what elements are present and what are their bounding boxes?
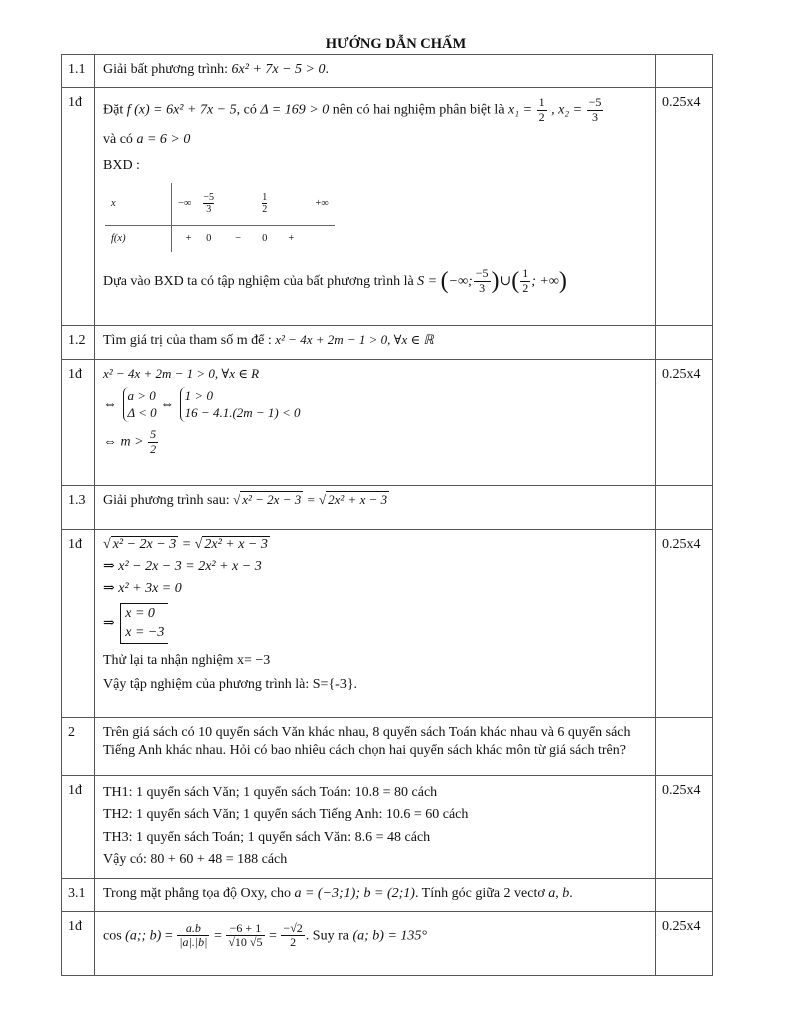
angle-value: = 135° — [387, 928, 427, 944]
vectors-definition: a = (−3;1); b = (2;1) — [294, 885, 415, 901]
sign-zero: 0 — [262, 233, 268, 245]
question-text: Giải phương trình sau: — [103, 493, 230, 508]
case-1: TH1: 1 quyển sách Văn; 1 quyển sách Toán: 10.8 = 80 cách — [103, 785, 438, 800]
question-number: 1.3 — [62, 486, 95, 530]
union-symbol: ∪ — [499, 273, 512, 289]
sqrt-lhs: x² − 2x − 3 — [112, 537, 177, 552]
result-text: ⇔ m > — [103, 434, 144, 450]
sign-zero: 0 — [206, 233, 212, 245]
table-row — [62, 530, 713, 718]
points-label: 0.25x4 — [656, 911, 713, 975]
table-row — [62, 911, 713, 975]
equals-sign: = — [164, 928, 173, 944]
question-text: Tìm giá trị của tham số m để : — [103, 333, 272, 348]
root2-label: , x₂ = — [551, 102, 583, 118]
text-suy-ra: . Suy ra — [305, 928, 349, 944]
table-row: 1.3 Giải phương trình sau: √ x² − 2x − 3 = √ 2x² + x − 3 — [62, 486, 713, 530]
result-fraction: $\frac{5}{2}$ — [150, 426, 157, 456]
text-two-roots: nên có hai nghiệm phân biệt là — [332, 102, 505, 118]
question-sqrt-lhs: x² − 2x − 3 — [242, 492, 302, 507]
bxd-label: BXD : — [103, 157, 140, 173]
solution-cell — [95, 776, 656, 879]
sign-minus: − — [235, 233, 242, 245]
check-text: Thử lại ta nhận nghiệm x= −3 — [103, 652, 271, 668]
table-row — [62, 776, 713, 879]
table-row — [62, 88, 713, 326]
question-number: 3.1 — [62, 878, 95, 911]
interval-right: ; +∞ — [531, 273, 559, 289]
points-label: 0.25x4 — [656, 360, 713, 486]
table-row — [62, 55, 713, 88]
interval-fraction-1: $\frac{-5}{3}$ — [475, 266, 489, 296]
question-number: 2 — [62, 718, 95, 776]
simplified-equation: ⇒ x² + 3x = 0 — [103, 581, 182, 597]
sign-table-neg-inf: −∞ — [172, 183, 198, 226]
sign-table — [105, 183, 335, 252]
vectors-pair: a, b — [548, 885, 570, 901]
punctuation: . — [569, 885, 573, 901]
root1-fraction: $\frac{1}{2}$ — [538, 95, 545, 124]
numeric-fraction: $\frac{-6 + 1}{√10 √5}$ — [228, 920, 263, 950]
grading-table — [61, 54, 713, 976]
points-label: 0.25x4 — [656, 88, 713, 326]
score-label: 1đ — [62, 530, 95, 718]
question-text: Trong mặt phẳng tọa độ Oxy, cho — [103, 885, 291, 901]
score-label: 1đ — [62, 776, 95, 879]
table-row — [62, 878, 713, 911]
case-3: TH3: 1 quyển sách Toán; 1 quyển sách Văn: 8.6 = 48 cách — [103, 829, 431, 845]
table-row — [62, 360, 713, 486]
question-math: 6x² + 7x − 5 > 0 — [231, 62, 326, 77]
solution-cell — [95, 911, 656, 975]
sign-table-pos-inf: +∞ — [309, 183, 334, 226]
question-number: 1.1 — [62, 55, 95, 88]
sign-table-root2: $\frac{1}{2}$ — [256, 183, 273, 226]
sign-plus: + — [185, 233, 192, 245]
score-label: 1đ — [62, 911, 95, 975]
question-text: Giải bất phương trình: — [103, 62, 229, 77]
function-def: f (x) = 6x² + 7x − 5 — [126, 102, 237, 118]
case-2: TH2: 1 quyển sách Văn; 1 quyển sách Tiếng Anh: 10.6 = 60 cách — [103, 807, 469, 823]
total-text: Vậy có: 80 + 60 + 48 = 188 cách — [103, 852, 288, 868]
squared-equation: ⇒ x² − 2x − 3 = 2x² + x − 3 — [103, 559, 262, 575]
question-text: Trên giá sách có 10 quyển sách Văn khác nhau, 8 quyển sách Toán khác nhau và 6 quyển sách Tiếng Anh khác nhau. Hỏi có bao nhiêu cách chọn hai quyển sách khác môn từ giá sách trên? — [95, 718, 656, 776]
equals-sign: = — [269, 928, 277, 944]
root-bracket: x = 0 x = −3 — [120, 603, 168, 644]
points-label: 0.25x4 — [656, 776, 713, 879]
sign-table-x: x — [105, 183, 172, 226]
equals-sign: = — [306, 492, 316, 507]
text-co: , có — [236, 102, 257, 118]
cos-label: cos — [103, 928, 122, 944]
solution-cell: Đặt f (x) = 6x² + 7x − 5, có Δ = 169 > 0 nên có hai nghiệm phân biệt là x₁ = $\frac{1}{2}$ , x₂ = $\frac{-5}{3}$ và có a = 6 > 0 BXD : x −∞ $\frac{-5}{3}$ $\frac{1}{2}$ +∞ f(x) + 0 − 0 + Dựa vào BXD ta có tập nghiệm của bất phương trình là S = (−∞; $\frac{-5}{3}$ )∪( $\frac{1}{2}$ ; +∞) — [95, 88, 656, 326]
angle-argument: (a; b) — [352, 928, 384, 944]
result-fraction: $\frac{-√2}{2}$ — [283, 920, 303, 950]
conclusion-text: Dựa vào BXD ta có tập nghiệm của bất phương trình là — [103, 273, 414, 289]
question-sqrt-rhs: 2x² + x − 3 — [328, 492, 388, 507]
dot-product-fraction: $\frac{a.b}{|a|.|b|}$ — [179, 920, 208, 950]
interval-fraction-2: $\frac{1}{2}$ — [522, 266, 529, 296]
points-label: 0.25x4 — [656, 530, 713, 718]
question-number: 1.2 — [62, 326, 95, 360]
interval-left: −∞; — [448, 273, 473, 289]
equivalence-arrow: ⇔ — [103, 396, 117, 412]
punctuation: . — [325, 62, 329, 77]
condition-system-substituted: 1 > 0 16 − 4.1.(2m − 1) < 0 — [180, 387, 301, 422]
score-label: 1đ — [62, 360, 95, 486]
condition-system: a > 0 Δ < 0 — [123, 387, 157, 422]
table-row — [62, 326, 713, 360]
conclusion-text: Vậy tập nghiệm của phương trình là: S={-3}. — [103, 676, 358, 692]
equals-sign: = — [213, 928, 222, 944]
page-title: HƯỚNG DẪN CHẤM — [325, 36, 467, 52]
implies-arrow: ⇒ — [103, 615, 115, 631]
question-math: x² − 4x + 2m − 1 > 0, ∀x ∈ ℝ — [275, 332, 434, 347]
discriminant: Δ = 169 > 0 — [260, 102, 330, 118]
sign-table-root1: $\frac{-5}{3}$ — [197, 183, 220, 226]
sign-table-f: f(x) — [105, 225, 172, 252]
text-dat: Đặt — [103, 102, 124, 118]
text-va-co: và có — [103, 131, 133, 147]
equals-sign: = — [181, 537, 192, 552]
root1-label: x₁ = — [508, 102, 533, 118]
inequality-line: x² − 4x + 2m − 1 > 0, ∀x ∈ R — [103, 366, 260, 381]
equivalence-arrow: ⇔ — [160, 396, 175, 412]
score-label: 1đ — [62, 88, 95, 326]
root2-fraction: $\frac{-5}{3}$ — [588, 95, 602, 124]
table-row — [62, 718, 713, 776]
sign-plus: + — [288, 233, 295, 245]
leading-coefficient: a = 6 > 0 — [136, 131, 191, 147]
sqrt-rhs: 2x² + x − 3 — [204, 537, 268, 552]
cos-argument: (a;; b) — [125, 928, 162, 944]
solution-cell — [95, 360, 656, 486]
question-text-cont: . Tính góc giữa 2 vectơ — [414, 885, 545, 901]
solution-cell: √ x² − 2x − 3 = √ 2x² + x − 3 ⇒ x² − 2x − 3 = 2x² + x − 3 ⇒ x² + 3x = 0 ⇒ x = 0 x = −3 Thử lại ta nhận nghiệm x= −3 Vậy tập nghiệm của phương trình là: S={-3}. — [95, 530, 656, 718]
solution-set-label: S = — [417, 273, 438, 289]
